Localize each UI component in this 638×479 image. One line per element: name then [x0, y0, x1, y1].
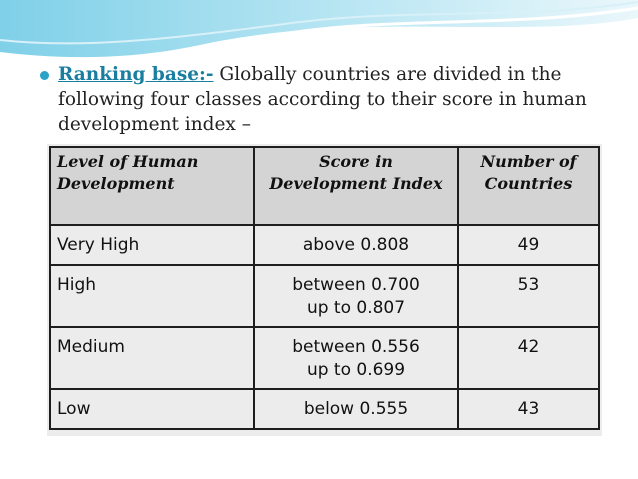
header-score: Score in Development Index [254, 147, 458, 225]
score-line: below 0.555 [303, 399, 409, 419]
header-count: Number of Countries [458, 147, 599, 225]
count-cell: 43 [458, 389, 599, 429]
hdi-ranking-table [49, 146, 600, 430]
header-level: Level of Human Development [50, 147, 254, 225]
score-cell [254, 327, 458, 389]
intro-text: Globally countries are divided in the following four classes according to their score in human development index – [58, 64, 587, 135]
level-cell: High [50, 265, 254, 327]
bullet-icon [40, 71, 49, 80]
table-row [50, 265, 599, 327]
count-cell: 42 [458, 327, 599, 389]
level-cell: Medium [50, 327, 254, 389]
bullet-paragraph [40, 62, 600, 137]
score-line: up to 0.807 [306, 298, 406, 318]
table-row [50, 389, 599, 429]
count-cell: 53 [458, 265, 599, 327]
bullet-text [40, 62, 600, 137]
count-cell: 49 [458, 225, 599, 265]
score-line: above 0.808 [302, 235, 410, 255]
table-row [50, 327, 599, 389]
level-cell: Very High [50, 225, 254, 265]
ranking-base-label: Ranking base:- [58, 64, 214, 85]
score-cell [254, 389, 458, 429]
table-row [50, 225, 599, 265]
score-line: between 0.556 [292, 337, 420, 357]
level-cell: Low [50, 389, 254, 429]
score-line: between 0.700 [292, 275, 420, 295]
score-cell [254, 265, 458, 327]
score-line: up to 0.699 [306, 360, 406, 380]
ranking-table-container [47, 144, 602, 436]
score-cell [254, 225, 458, 265]
table-header-row [50, 147, 599, 225]
